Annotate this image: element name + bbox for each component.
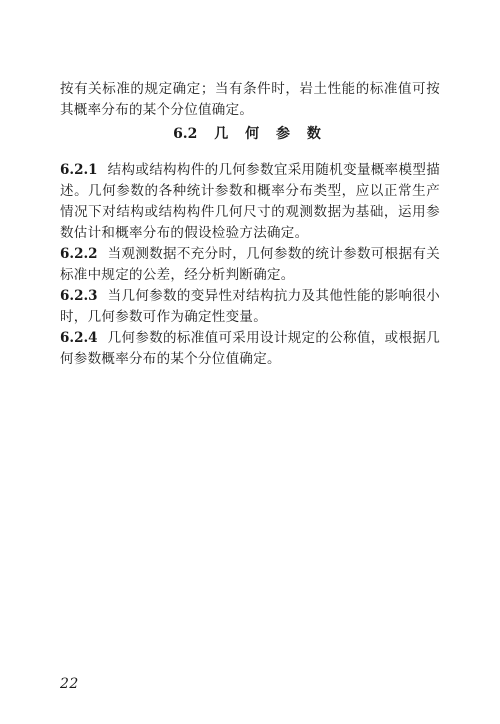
section-heading [0,124,500,144]
section-title: 几 何 参 数 [214,126,327,142]
page-number: 22 [60,676,79,692]
clause-number: 6.2.2 [60,246,98,262]
clause-number: 6.2.4 [60,330,98,346]
clause-text: 当观测数据不充分时，几何参数的统计参数可根据有关标准中规定的公差，经分析判断确定。 [60,246,440,283]
clause-number: 6.2.1 [60,162,98,178]
clause-6-2-3 [60,286,440,328]
clause-number: 6.2.3 [60,288,98,304]
clause-6-2-1 [60,160,440,244]
clause-text: 当几何参数的变异性对结构抗力及其他性能的影响很小时，几何参数可作为确定性变量。 [60,288,440,325]
intro-paragraph: 按有关标准的规定确定；当有条件时，岩土性能的标准值可按其概率分布的某个分位值确定。 [60,81,440,118]
clause-text: 几何参数的标准值可采用设计规定的公称值，或根据几何参数概率分布的某个分位值确定。 [60,330,440,367]
clause-6-2-4 [60,328,440,370]
clause-text: 结构或结构构件的几何参数宜采用随机变量概率模型描述。几何参数的各种统计参数和概率分布类型，应以正常生产情况下对结构或结构构件几何尺寸的观测数据为基础，运用参数估计和概率分布的假设检验方法确定。 [60,162,440,241]
clause-6-2-2 [60,244,440,286]
section-number: 6.2 [173,126,198,142]
clause-list [60,160,440,370]
